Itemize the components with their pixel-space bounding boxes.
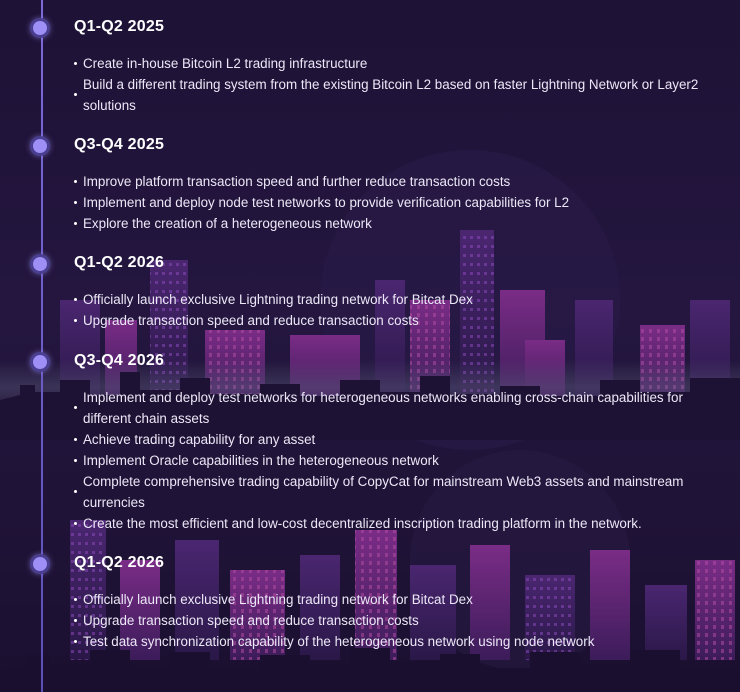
bullet-icon <box>74 319 77 322</box>
phase-item <box>74 192 724 213</box>
timeline-node-icon <box>33 257 47 271</box>
bullet-icon <box>74 619 77 622</box>
bullet-icon <box>74 522 77 525</box>
timeline-node-icon <box>33 557 47 571</box>
phase-item-text: Complete comprehensive trading capability of CopyCat for mainstream Web3 assets and mainstream currencies <box>83 474 684 510</box>
phase-item-text: Create the most efficient and low-cost decentralized inscription trading platform in the network. <box>83 516 642 531</box>
phase-item <box>74 171 724 192</box>
phase-title: Q3-Q4 2026 <box>74 352 165 369</box>
phase-item-text: Achieve trading capability for any asset <box>83 432 316 447</box>
phase-items <box>74 53 724 116</box>
phase-item <box>74 53 724 74</box>
phase-item-text: Implement and deploy test networks for heterogeneous networks enabling cross-chain capabilities for different chain assets <box>83 390 683 426</box>
phase-item <box>74 450 724 471</box>
phase-item <box>74 631 724 652</box>
phase-item <box>74 471 724 513</box>
phase-item-text: Officially launch exclusive Lightning trading network for Bitcat Dex <box>83 592 473 607</box>
timeline-node-icon <box>33 355 47 369</box>
bullet-icon <box>74 201 77 204</box>
phase-title: Q1-Q2 2026 <box>74 554 165 571</box>
phase-item <box>74 310 724 331</box>
phase-item <box>74 387 724 429</box>
bullet-icon <box>74 598 77 601</box>
phase-item <box>74 74 724 116</box>
bullet-icon <box>74 62 77 65</box>
phase-item <box>74 429 724 450</box>
phase-item-text: Implement and deploy node test networks to provide verification capabilities for L2 <box>83 195 570 210</box>
phase-items <box>74 171 724 234</box>
bullet-icon <box>74 438 77 441</box>
bullet-icon <box>74 490 77 493</box>
bullet-icon <box>74 406 77 409</box>
phase-item <box>74 610 724 631</box>
bullet-icon <box>74 222 77 225</box>
bullet-icon <box>74 640 77 643</box>
bullet-icon <box>74 459 77 462</box>
phase-item-text: Upgrade transaction speed and reduce transaction costs <box>83 313 419 328</box>
timeline-node-icon <box>33 21 47 35</box>
phase-items <box>74 387 724 534</box>
phase-item-text: Explore the creation of a heterogeneous network <box>83 216 372 231</box>
phase-items <box>74 289 724 331</box>
phase-item <box>74 513 724 534</box>
phase-item-text: Implement Oracle capabilities in the heterogeneous network <box>83 453 439 468</box>
phase-title: Q1-Q2 2026 <box>74 254 165 271</box>
phase-item-text: Upgrade transaction speed and reduce transaction costs <box>83 613 419 628</box>
phase-item <box>74 213 724 234</box>
phase-item-text: Officially launch exclusive Lightning trading network for Bitcat Dex <box>83 292 473 307</box>
phase-item-text: Build a different trading system from the existing Bitcoin L2 based on faster Lightning Network or Layer2 solutions <box>83 77 699 113</box>
phase-item-text: Test data synchronization capability of the heterogeneous network using node network <box>83 634 595 649</box>
timeline-line <box>41 0 43 692</box>
phase-item-text: Create in-house Bitcoin L2 trading infrastructure <box>83 56 368 71</box>
bullet-icon <box>74 180 77 183</box>
bullet-icon <box>74 298 77 301</box>
phase-item <box>74 289 724 310</box>
phase-items <box>74 589 724 652</box>
phase-title: Q3-Q4 2025 <box>74 136 165 153</box>
bullet-icon <box>74 93 77 96</box>
phase-item <box>74 589 724 610</box>
phase-title: Q1-Q2 2025 <box>74 18 165 35</box>
phase-item-text: Improve platform transaction speed and further reduce transaction costs <box>83 174 511 189</box>
timeline-node-icon <box>33 139 47 153</box>
